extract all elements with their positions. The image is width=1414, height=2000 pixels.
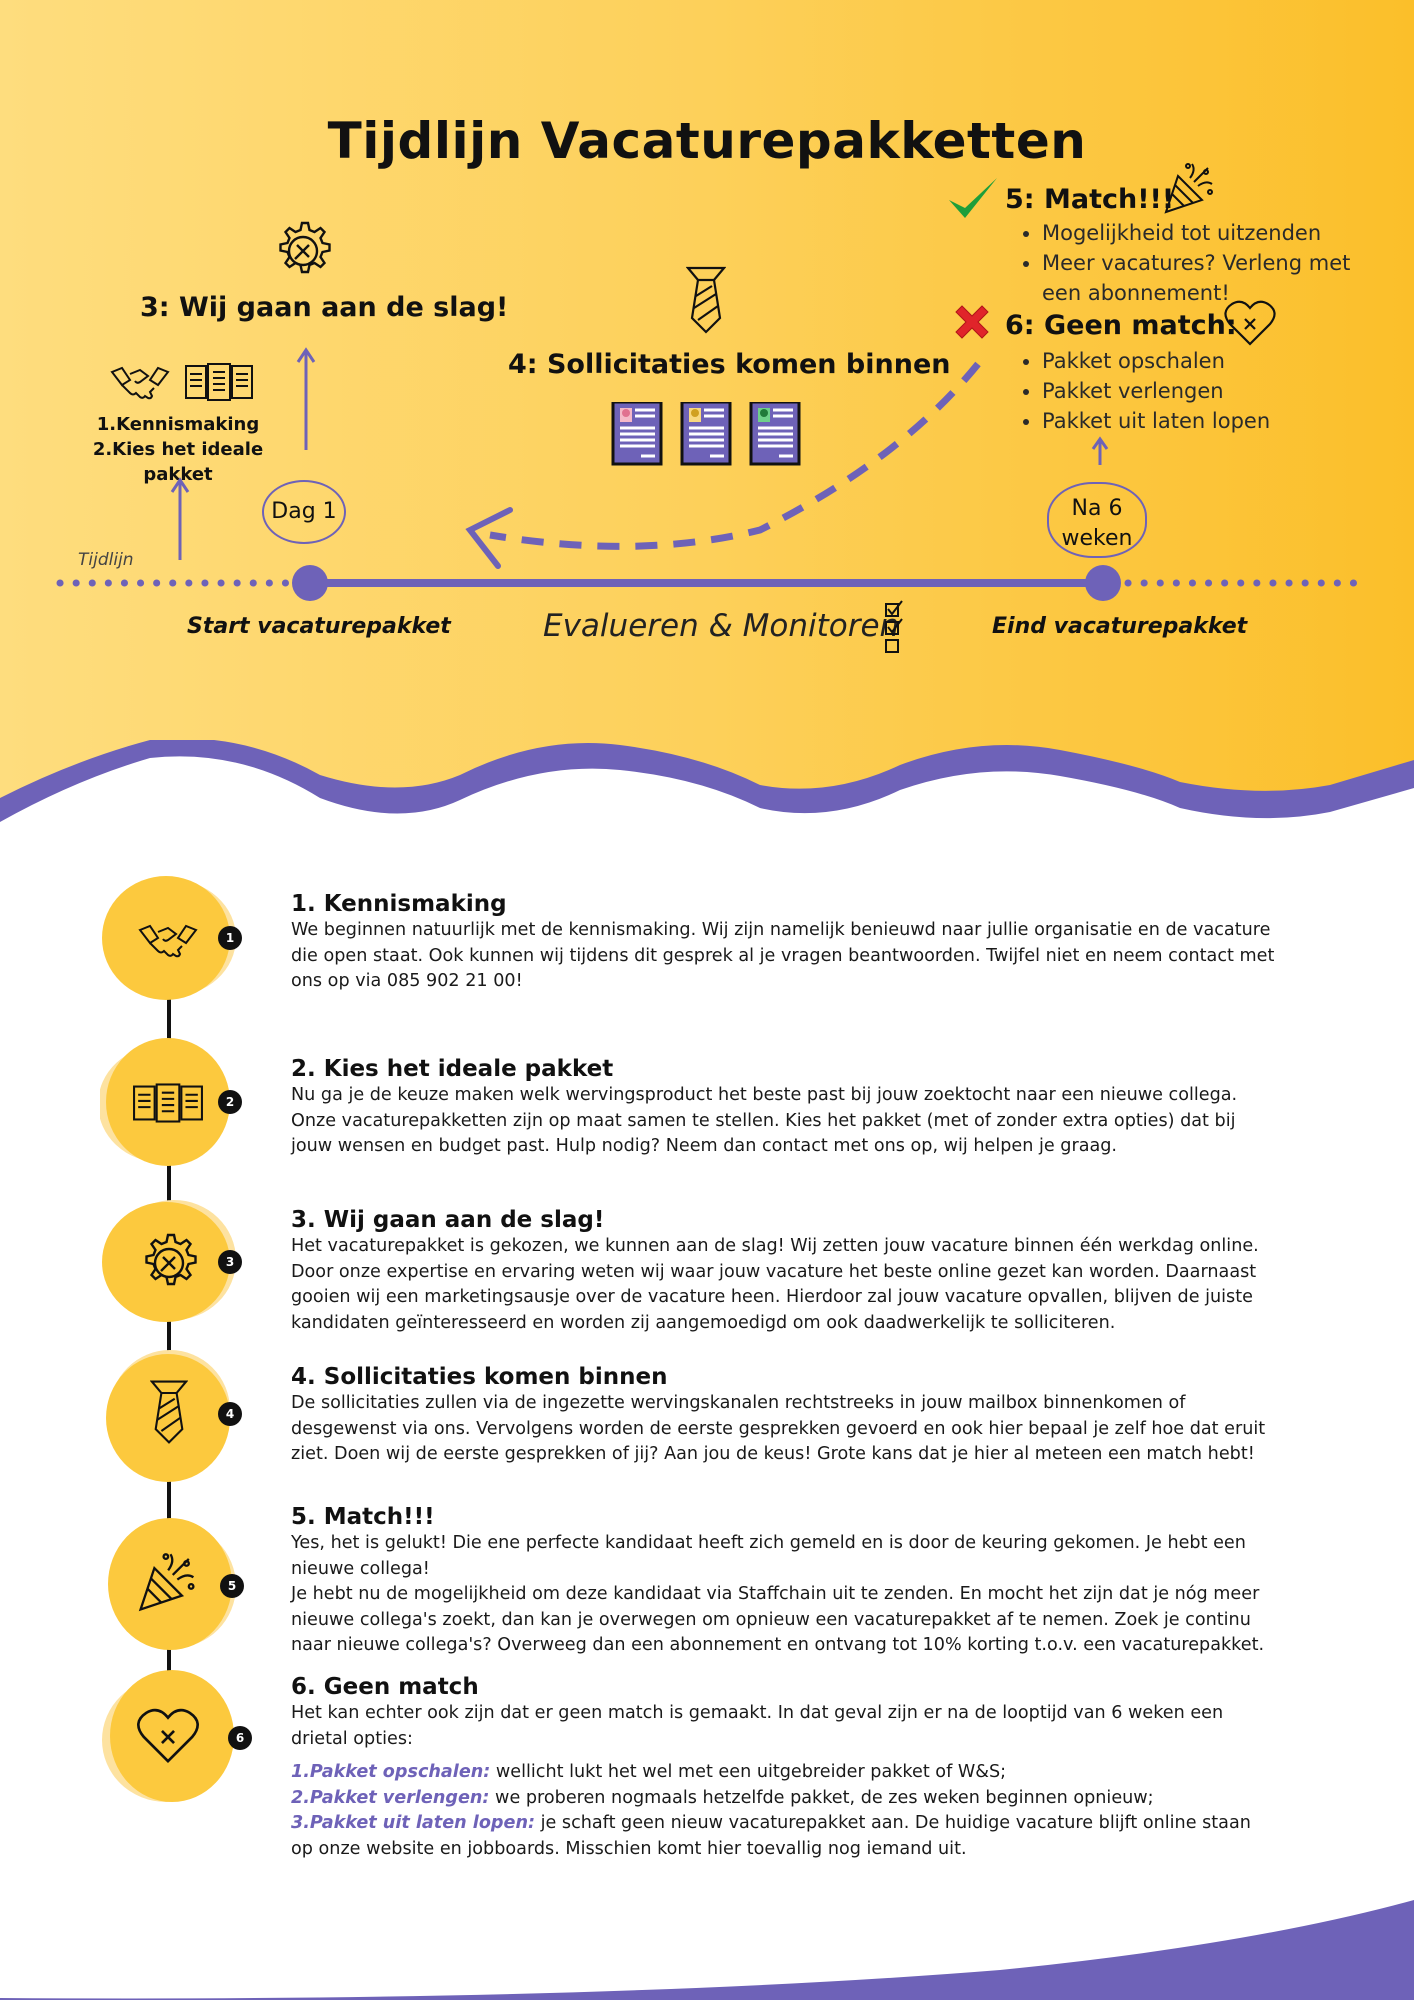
item-5 bbox=[291, 1503, 1276, 1659]
step-number: 3 bbox=[218, 1250, 242, 1274]
step5-bullet: • Meer vacatures? Verleng met bbox=[1042, 248, 1382, 278]
dag1-bubble: Dag 1 bbox=[262, 480, 346, 544]
item-body: Nu ga je de keuze maken welk wervingsproduct het beste past bij jouw zoektocht naar een nieuwe collega. Onze vacaturepakketten zijn op maat samen te stellen. Kies het pakket (met of zonder extra opties) dat bij jouw wensen en budget past. Hulp nodig? Neem dan contact met ons op, wij helpen je graag. bbox=[291, 1085, 1238, 1156]
item-title: 2. Kies het ideale pakket bbox=[291, 1056, 614, 1082]
item-circle-4 bbox=[100, 1348, 236, 1476]
item-body: We beginnen natuurlijk met de kennismaking. Wij zijn namelijk benieuwd naar jullie organisatie en de vacature die open staat. Ook kunnen wij tijdens dit gesprek al je vragen beantwoorden. Twijfel niet en neem contact met ons op via 085 902 21 00! bbox=[291, 920, 1275, 991]
item-title: 5. Match!!! bbox=[291, 1504, 435, 1530]
step3-title: 3: Wij gaan aan de slag! bbox=[140, 292, 509, 323]
item-body: Yes, het is gelukt! Die ene perfecte kandidaat heeft zich gemeld en is door de keuring gekomen. Je hebt een nieuwe collega! bbox=[291, 1533, 1246, 1579]
tie-icon bbox=[150, 1378, 188, 1446]
item-body: Het kan echter ook zijn dat er geen match is gemaakt. In dat geval zijn er na de looptijd van 6 weken een drietal opties: bbox=[291, 1703, 1224, 1749]
na6-bubble bbox=[1047, 482, 1147, 558]
step1-label: 1.Kennismaking bbox=[96, 414, 260, 435]
step-number: 1 bbox=[218, 926, 242, 950]
option-item bbox=[291, 1760, 1276, 1786]
step2-label: 2.Kies het ideale pakket bbox=[92, 439, 264, 485]
step-number: 4 bbox=[218, 1402, 242, 1426]
step-number: 6 bbox=[228, 1726, 252, 1750]
item-body: De sollicitaties zullen via de ingezette wervingskanalen rechtstreeks in jouw mailbox binnenkomen of desgewenst via ons. Vervolgens worden de eerste gesprekken gevoerd en ook hier bepaal je zelf hoe dat eruit ziet. Doen wij de eerste gesprekken of jij? Aan jou de keus! Grote kans dat je hier al meteen een match hebt! bbox=[291, 1393, 1266, 1464]
evaluate-label: Evalueren & Monitoren bbox=[543, 608, 900, 644]
item-1 bbox=[291, 890, 1276, 995]
step6-title: 6: Geen match: bbox=[1005, 310, 1237, 341]
option-label: 1.Pakket opschalen: bbox=[291, 1762, 491, 1782]
item-6 bbox=[291, 1673, 1276, 1862]
step6-bullet: • Pakket uit laten lopen bbox=[1042, 406, 1382, 436]
item-title: 6. Geen match bbox=[291, 1674, 479, 1700]
step-number: 2 bbox=[218, 1090, 242, 1114]
page-title: Tijdlijn Vacaturepakketten bbox=[327, 112, 1087, 170]
item-4 bbox=[291, 1363, 1276, 1468]
item-title: 3. Wij gaan aan de slag! bbox=[291, 1207, 605, 1233]
option-text: we proberen nogmaals hetzelfde pakket, de zes weken beginnen opnieuw; bbox=[489, 1787, 1154, 1808]
gear-tools-icon bbox=[138, 1232, 200, 1294]
step5-bullet: • Mogelijkheid tot uitzenden bbox=[1042, 218, 1382, 248]
timeline-graphic bbox=[0, 0, 1414, 660]
na6-line1: Na 6 bbox=[1071, 496, 1123, 521]
option-item bbox=[291, 1786, 1276, 1812]
item-circle-6 bbox=[100, 1668, 245, 1796]
item-body-2: Je hebt nu de mogelijkheid om deze kandidaat via Staffchain uit te zenden. En mocht het zijn dat je nóg meer nieuwe collega's zoekt, dan kan je overwegen om opnieuw een vacaturepakket af te nemen. Zoek je continu naar nieuwe collega's? Overweeg dan een abonnement en ontvang tot 10% korting t.o.v. een vacaturepakket. bbox=[291, 1584, 1265, 1655]
step-number: 5 bbox=[220, 1574, 244, 1598]
hero-section bbox=[0, 0, 1414, 840]
step5-title: 5: Match!!! bbox=[1005, 184, 1175, 215]
na6-line2: weken bbox=[1061, 526, 1133, 551]
option-text: wellicht lukt het wel met een uitgebreider pakket of W&S; bbox=[490, 1762, 1007, 1782]
option-item bbox=[291, 1811, 1276, 1862]
timeline-label: Tijdlijn bbox=[78, 550, 134, 570]
option-list bbox=[291, 1760, 1276, 1862]
handshake-icon bbox=[136, 920, 200, 960]
item-circle-1 bbox=[100, 874, 236, 1002]
item-title: 1. Kennismaking bbox=[291, 891, 507, 917]
option-text: je schaft geen nieuw vacaturepakket aan. De huidige vacature blijft online staan op onze website en jobboards. Misschien komt hier toevallig nog iemand uit. bbox=[291, 1813, 1251, 1859]
broken-heart-icon bbox=[136, 1708, 200, 1766]
party-popper-icon bbox=[136, 1552, 198, 1614]
brochure-icon bbox=[132, 1082, 204, 1124]
item-2 bbox=[291, 1055, 1276, 1160]
step5-bullet: een abonnement! bbox=[1042, 281, 1230, 305]
item-title: 4. Sollicitaties komen binnen bbox=[291, 1364, 668, 1390]
step6-bullet: • Pakket verlengen bbox=[1042, 376, 1382, 406]
step6-bullet: • Pakket opschalen bbox=[1042, 346, 1382, 376]
option-label: 3.Pakket uit laten lopen: bbox=[291, 1813, 536, 1833]
item-circle-2 bbox=[100, 1038, 236, 1166]
item-body: Het vacaturepakket is gekozen, we kunnen aan de slag! Wij zetten jouw vacature binnen één werkdag online. Door onze expertise en ervaring weten wij waar jouw vacature het beste online gezet kan worden. Daarnaast gooien wij een marketingsausje over de vacature heen. Hierdoor zal jouw vacature opvallen, blijven de juiste kandidaten geïnteresseerd en worden zij aangemoedigd om ook daadwerkelijk te solliciteren. bbox=[291, 1236, 1259, 1333]
checklist-icon bbox=[884, 600, 906, 658]
option-label: 2.Pakket verlengen: bbox=[291, 1787, 490, 1808]
step4-title: 4: Sollicitaties komen binnen bbox=[508, 349, 951, 380]
start-label: Start vacaturepakket bbox=[187, 614, 451, 639]
end-label: Eind vacaturepakket bbox=[992, 614, 1248, 639]
item-circle-5 bbox=[100, 1518, 236, 1646]
wave-divider bbox=[0, 740, 1414, 850]
bottom-wave bbox=[0, 1890, 1414, 2000]
item-3 bbox=[291, 1206, 1276, 1336]
item-circle-3 bbox=[100, 1198, 236, 1326]
